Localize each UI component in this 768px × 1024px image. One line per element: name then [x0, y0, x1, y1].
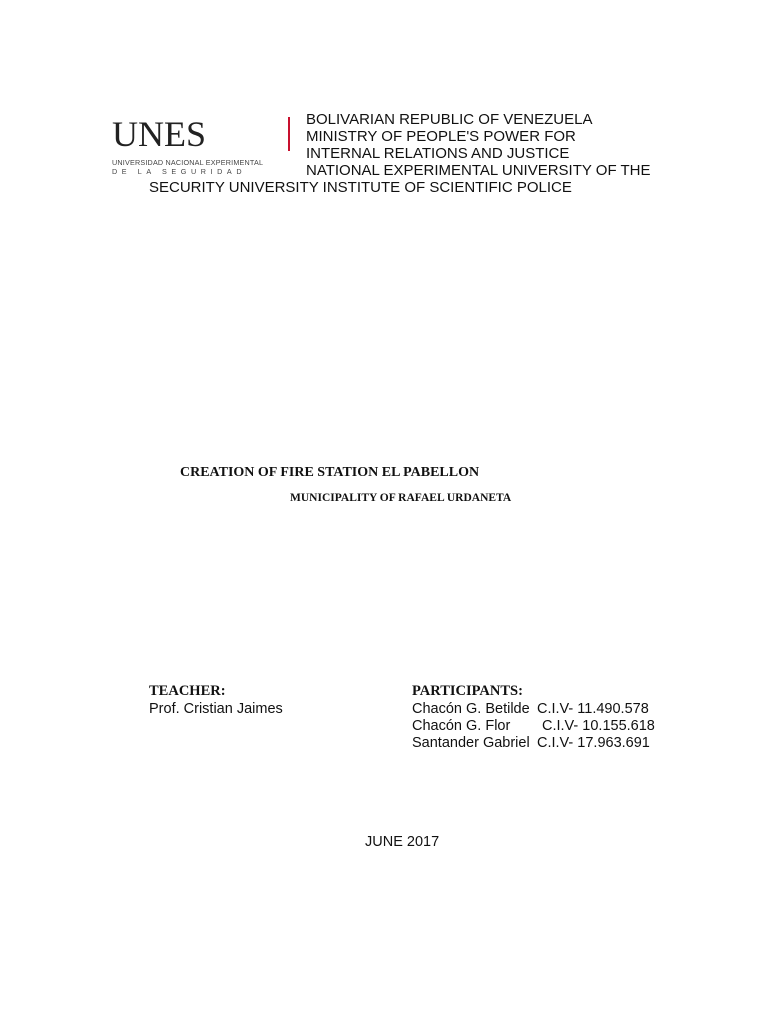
svg-text:UNES: UNES — [112, 116, 207, 154]
svg-text:DE LA SEGURIDAD: DE LA SEGURIDAD — [112, 167, 247, 176]
participants-label: PARTICIPANTS: — [412, 683, 523, 699]
header-line: SECURITY UNIVERSITY INSTITUTE OF SCIENTIFIC POLICE — [149, 179, 572, 196]
header-line: BOLIVARIAN REPUBLIC OF VENEZUELA — [306, 111, 593, 128]
participant-civ: C.I.V- 11.490.578 — [537, 701, 649, 717]
svg-text:UNIVERSIDAD NACIONAL EXPERIMEN: UNIVERSIDAD NACIONAL EXPERIMENTAL — [112, 158, 264, 167]
header-line: NATIONAL EXPERIMENTAL UNIVERSITY OF THE — [306, 162, 651, 179]
document-date: JUNE 2017 — [365, 834, 440, 850]
teacher-name: Prof. Cristian Jaimes — [149, 701, 283, 717]
participant-name: Chacón G. Betilde — [412, 701, 530, 717]
document-title: CREATION OF FIRE STATION EL PABELLON — [180, 465, 480, 480]
participant-name: Santander Gabriel — [412, 735, 530, 751]
logo-divider — [288, 117, 290, 151]
participant-civ: C.I.V- 10.155.618 — [542, 718, 655, 734]
header-line: MINISTRY OF PEOPLE'S POWER FOR — [306, 128, 576, 145]
document-subtitle: MUNICIPALITY OF RAFAEL URDANETA — [290, 492, 512, 504]
teacher-label: TEACHER: — [149, 683, 226, 699]
header-line: INTERNAL RELATIONS AND JUSTICE — [306, 145, 570, 162]
unes-logo — [112, 116, 292, 176]
participant-civ: C.I.V- 17.963.691 — [537, 735, 650, 751]
participant-name: Chacón G. Flor — [412, 718, 511, 734]
